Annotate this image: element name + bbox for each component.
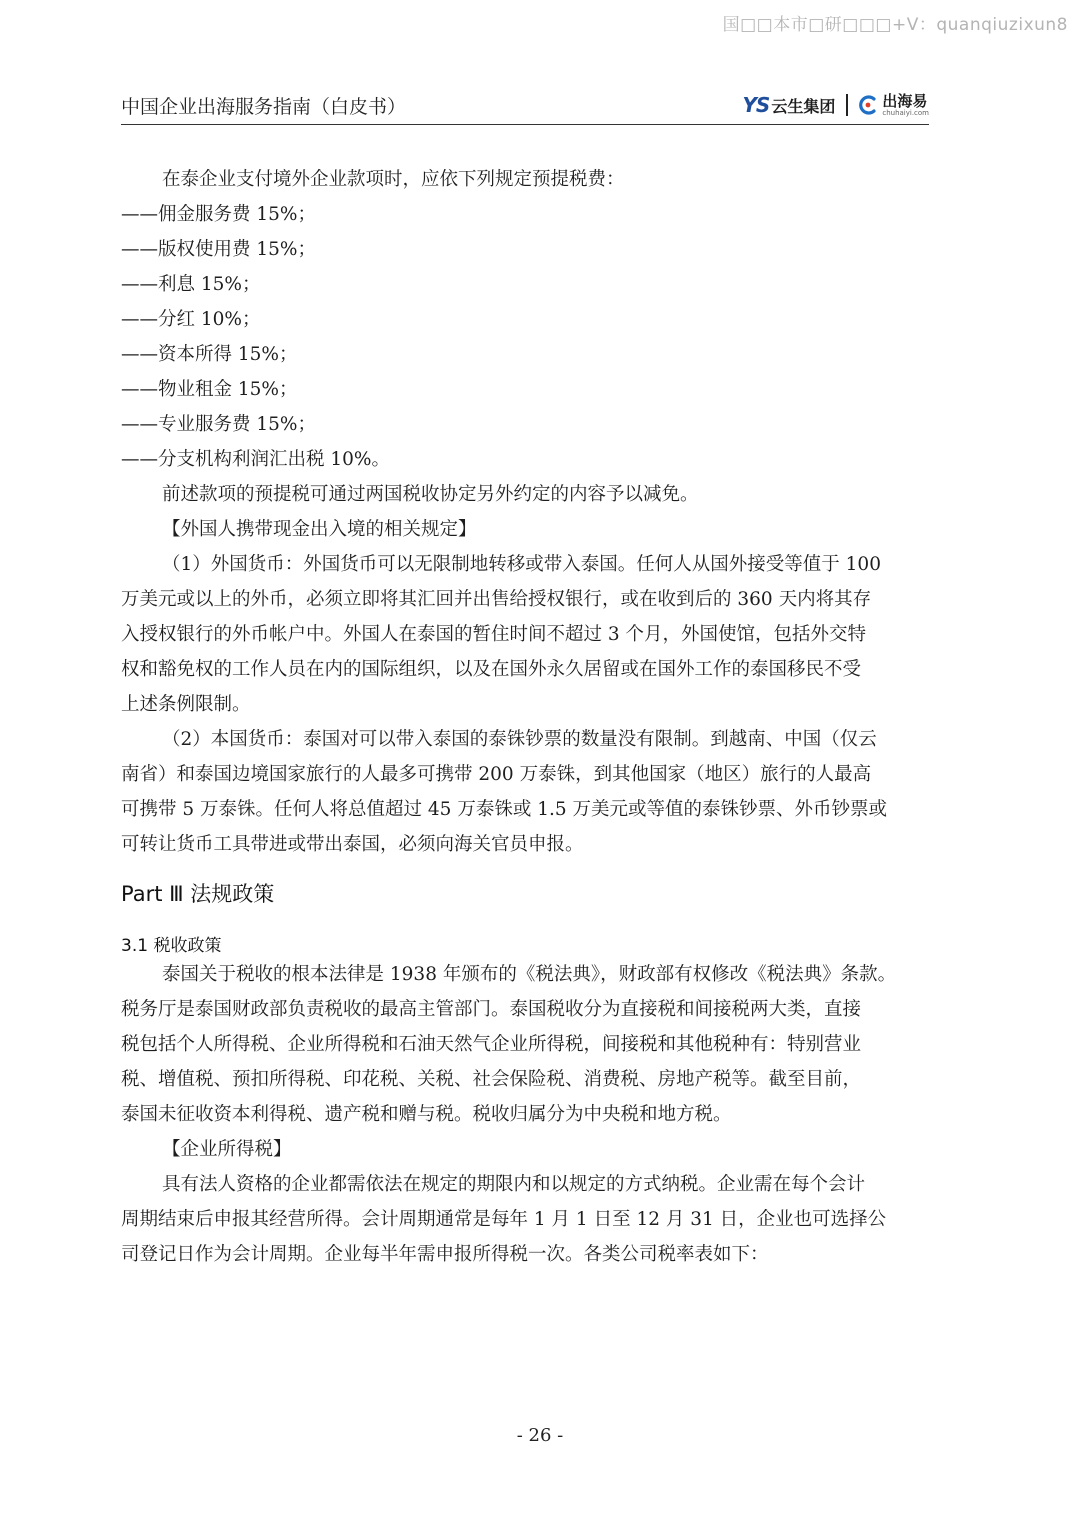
ys-logo-text: 云生集团	[771, 96, 836, 116]
header-title: 中国企业出海服务指南（白皮书）	[121, 96, 407, 118]
tax-policy-line: 税、增值税、预扣所得税、印花税、关税、社会保险税、消费税、房地产税等。截至目前，	[121, 1069, 862, 1090]
chuhaiyi-logo-wordmark	[882, 91, 929, 117]
cit-line: 周期结束后申报其经营所得。会计周期通常是每年 1 月 1 日至 12 月 31 日，企业也可选择公	[121, 1209, 887, 1230]
withholding-item: ——佣金服务费 15%；	[121, 204, 317, 225]
foreign-currency-line: 权和豁免权的工作人员在内的国际组织，以及在国外永久居留或在国外工作的泰国移民不受	[121, 659, 862, 680]
chuhaiyi-logo-icon	[857, 94, 879, 116]
cit-heading: 【企业所得税】	[162, 1139, 292, 1160]
withholding-item: ——物业租金 15%；	[121, 379, 298, 400]
cit-line: 具有法人资格的企业都需依法在规定的期限内和以规定的方式纳税。企业需在每个会计	[162, 1174, 866, 1195]
withholding-item: ——分红 10%；	[121, 309, 261, 330]
foreign-currency-line: 万美元或以上的外币，必须立即将其汇回并出售给授权银行，或在收到后的 360 天内将其存	[121, 589, 872, 610]
withholding-intro: 在泰企业支付境外企业款项时，应依下列规定预提税费：	[162, 169, 625, 190]
local-currency-line: 可转让货币工具带进或带出泰国，必须向海关官员申报。	[121, 834, 584, 855]
publisher-logo	[742, 92, 929, 118]
withholding-item: ——资本所得 15%；	[121, 344, 298, 365]
chuhaiyi-logo-url: chuhaiyi.com	[882, 108, 929, 117]
page-number: - 26 -	[516, 1425, 564, 1446]
tax-policy-line: 税务厅是泰国财政部负责税收的最高主管部门。泰国税收分为直接税和间接税两大类，直接	[121, 999, 862, 1020]
tax-policy-line: 泰国未征收资本利得税、遗产税和赠与税。税收归属分为中央税和地方税。	[121, 1104, 732, 1125]
tax-policy-line: 泰国关于税收的根本法律是 1938 年颁布的《税法典》，财政部有权修改《税法典》条款。	[162, 964, 897, 985]
logo-divider	[846, 94, 848, 116]
watermark-text: 国□□本市□研□□□+V：quanqiuzixun8	[722, 15, 1068, 35]
page-header	[121, 88, 929, 125]
withholding-item: ——版权使用费 15%；	[121, 239, 317, 260]
part-heading: Part Ⅲ 法规政策	[121, 882, 275, 906]
cit-line: 司登记日作为会计周期。企业每半年需申报所得税一次。各类公司税率表如下：	[121, 1244, 769, 1265]
tax-policy-line: 税包括个人所得税、企业所得税和石油天然气企业所得税，间接税和其他税种有：特别营业	[121, 1034, 862, 1055]
foreign-currency-line: （1）外国货币：外国货币可以无限制地转移或带入泰国。任何人从国外接受等值于 100	[162, 554, 881, 575]
withholding-item: ——专业服务费 15%；	[121, 414, 317, 435]
foreign-currency-line: 入授权银行的外币帐户中。外国人在泰国的暂住时间不超过 3 个月，外国使馆，包括外交特	[121, 624, 867, 645]
withholding-note: 前述款项的预提税可通过两国税收协定另外约定的内容予以减免。	[162, 484, 699, 505]
foreign-currency-line: 上述条例限制。	[121, 694, 251, 715]
local-currency-line: 南省）和泰国边境国家旅行的人最多可携带 200 万泰铢，到其他国家（地区）旅行的人最高	[121, 764, 872, 785]
withholding-item: ——分支机构利润汇出税 10%。	[121, 449, 391, 470]
withholding-item: ——利息 15%；	[121, 274, 261, 295]
local-currency-line: 可携带 5 万泰铢。任何人将总值超过 45 万泰铢或 1.5 万美元或等值的泰铢钞票、外币钞票或	[121, 799, 888, 820]
section-heading: 3.1 税收政策	[121, 936, 222, 956]
local-currency-line: （2）本国货币：泰国对可以带入泰国的泰铢钞票的数量没有限制。到越南、中国（仅云	[162, 729, 877, 750]
ys-logo-mark: YS	[742, 93, 770, 117]
chuhaiyi-logo-text: 出海易	[882, 91, 928, 110]
cash-rules-heading: 【外国人携带现金出入境的相关规定】	[162, 519, 477, 540]
